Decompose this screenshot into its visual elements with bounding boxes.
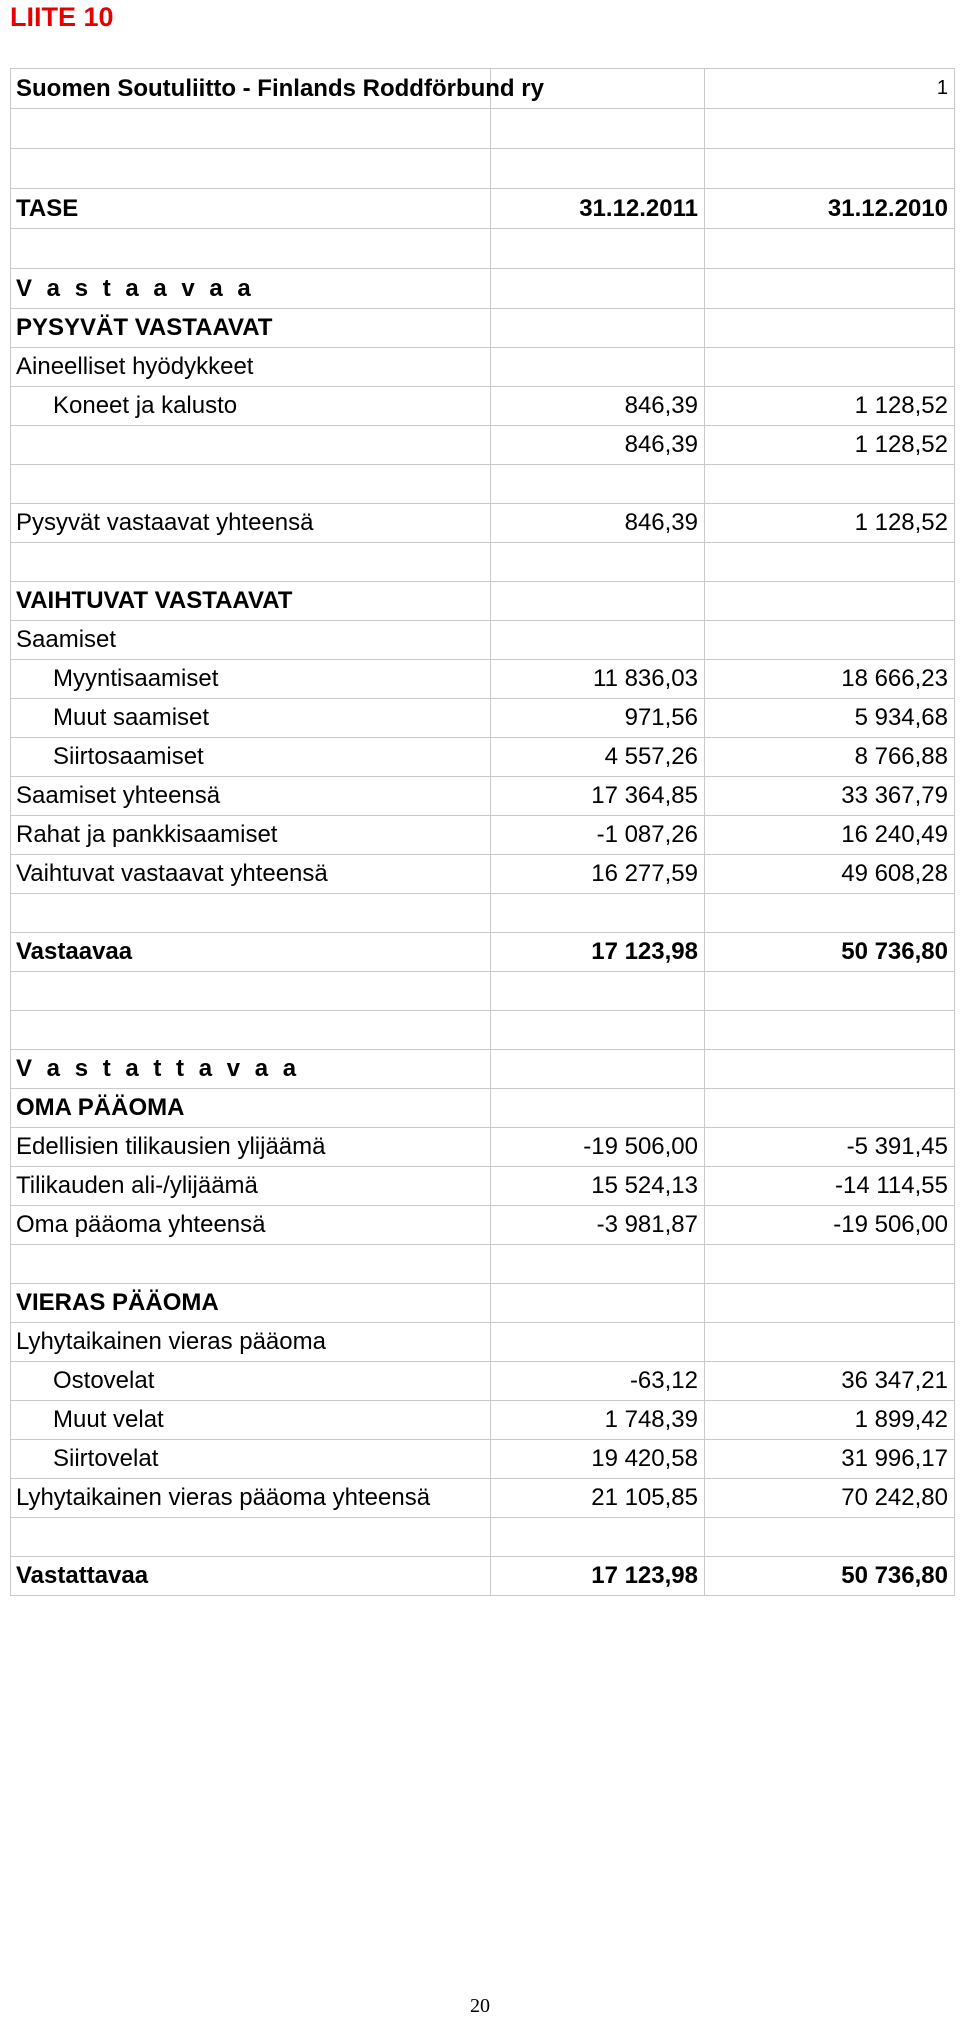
table-row <box>11 229 955 269</box>
equity-heading: OMA PÄÄOMA <box>11 1089 491 1128</box>
balance-title: TASE <box>11 189 491 229</box>
fixed-assets-heading: PYSYVÄT VASTAAVAT <box>11 309 491 348</box>
table-row <box>11 1323 955 1362</box>
table-row <box>11 816 955 855</box>
value-2010: -14 114,55 <box>705 1167 955 1206</box>
page-indicator: 1 <box>705 69 955 109</box>
table-row <box>11 426 955 465</box>
table-row <box>11 109 955 149</box>
table-row <box>11 1167 955 1206</box>
table-row <box>11 387 955 426</box>
value-2011: -3 981,87 <box>491 1206 705 1245</box>
value-2010: 33 367,79 <box>705 777 955 816</box>
value-2010: -19 506,00 <box>705 1206 955 1245</box>
value-2011: 11 836,03 <box>491 660 705 699</box>
page-number: 20 <box>470 1995 490 2017</box>
column-header-2011: 31.12.2011 <box>491 189 705 229</box>
row-label: Saamiset yhteensä <box>11 777 491 816</box>
value-2010: 18 666,23 <box>705 660 955 699</box>
table-row <box>11 972 955 1011</box>
value-2011: 17 364,85 <box>491 777 705 816</box>
value-2010: 50 736,80 <box>705 933 955 972</box>
table-row <box>11 660 955 699</box>
value-2010: 50 736,80 <box>705 1557 955 1596</box>
table-row <box>11 504 955 543</box>
table-row <box>11 1401 955 1440</box>
table-row <box>11 699 955 738</box>
table-row <box>11 1557 955 1596</box>
value-2011: -19 506,00 <box>491 1128 705 1167</box>
current-assets-heading: VAIHTUVAT VASTAAVAT <box>11 582 491 621</box>
table-row <box>11 1011 955 1050</box>
row-label: Ostovelat <box>11 1362 491 1401</box>
value-2011: 21 105,85 <box>491 1479 705 1518</box>
table-row <box>11 621 955 660</box>
table-row <box>11 69 955 109</box>
table-row <box>11 738 955 777</box>
short-term-debt-heading: Lyhytaikainen vieras pääoma <box>11 1323 491 1362</box>
value-2011: 846,39 <box>491 504 705 543</box>
table-row <box>11 855 955 894</box>
value-2010: -5 391,45 <box>705 1128 955 1167</box>
value-2010: 1 128,52 <box>705 504 955 543</box>
row-label: Koneet ja kalusto <box>11 387 491 426</box>
table-row <box>11 1479 955 1518</box>
value-2011: 846,39 <box>491 426 705 465</box>
row-label: Muut velat <box>11 1401 491 1440</box>
value-2011: 16 277,59 <box>491 855 705 894</box>
appendix-title: LIITE 10 <box>10 2 114 32</box>
value-2011: -63,12 <box>491 1362 705 1401</box>
table-row <box>11 348 955 387</box>
table-row <box>11 1284 955 1323</box>
value-2011: 846,39 <box>491 387 705 426</box>
tangible-assets-heading: Aineelliset hyödykkeet <box>11 348 491 387</box>
org-name: Suomen Soutuliitto - Finlands Roddförbund ry <box>11 69 491 109</box>
liabilities-heading: V a s t a t t a v a a <box>11 1050 491 1089</box>
value-2010: 49 608,28 <box>705 855 955 894</box>
debt-heading: VIERAS PÄÄOMA <box>11 1284 491 1323</box>
table-row <box>11 465 955 504</box>
table-row <box>11 1206 955 1245</box>
row-label: Vaihtuvat vastaavat yhteensä <box>11 855 491 894</box>
column-header-2010: 31.12.2010 <box>705 189 955 229</box>
value-2011: 15 524,13 <box>491 1167 705 1206</box>
row-label: Vastattavaa <box>11 1557 491 1596</box>
row-label: Lyhytaikainen vieras pääoma yhteensä <box>11 1479 491 1518</box>
balance-sheet-table <box>10 68 955 1596</box>
table-row <box>11 1128 955 1167</box>
receivables-heading: Saamiset <box>11 621 491 660</box>
table-row <box>11 1440 955 1479</box>
value-2011: 4 557,26 <box>491 738 705 777</box>
value-2011: 17 123,98 <box>491 933 705 972</box>
row-label: Siirtosaamiset <box>11 738 491 777</box>
value-2011: 1 748,39 <box>491 1401 705 1440</box>
table-row <box>11 269 955 309</box>
row-label: Muut saamiset <box>11 699 491 738</box>
value-2010: 36 347,21 <box>705 1362 955 1401</box>
table-row <box>11 1362 955 1401</box>
row-label: Myyntisaamiset <box>11 660 491 699</box>
table-row <box>11 309 955 348</box>
row-label: Siirtovelat <box>11 1440 491 1479</box>
table-row <box>11 543 955 582</box>
table-row <box>11 894 955 933</box>
table-row <box>11 1518 955 1557</box>
row-label: Edellisien tilikausien ylijäämä <box>11 1128 491 1167</box>
table-row <box>11 189 955 229</box>
value-2011: -1 087,26 <box>491 816 705 855</box>
value-2011: 17 123,98 <box>491 1557 705 1596</box>
table-row <box>11 1089 955 1128</box>
value-2010: 1 128,52 <box>705 426 955 465</box>
row-label: Rahat ja pankkisaamiset <box>11 816 491 855</box>
row-label: Pysyvät vastaavat yhteensä <box>11 504 491 543</box>
value-2010: 8 766,88 <box>705 738 955 777</box>
row-label: Tilikauden ali-/ylijäämä <box>11 1167 491 1206</box>
table-row <box>11 582 955 621</box>
row-label: Oma pääoma yhteensä <box>11 1206 491 1245</box>
row-label: Vastaavaa <box>11 933 491 972</box>
value-2011: 971,56 <box>491 699 705 738</box>
table-row <box>11 933 955 972</box>
value-2011: 19 420,58 <box>491 1440 705 1479</box>
value-2010: 31 996,17 <box>705 1440 955 1479</box>
table-row <box>11 1050 955 1089</box>
value-2010: 16 240,49 <box>705 816 955 855</box>
table-row <box>11 149 955 189</box>
table-row <box>11 1245 955 1284</box>
value-2010: 5 934,68 <box>705 699 955 738</box>
assets-heading: V a s t a a v a a <box>11 269 491 309</box>
value-2010: 1 128,52 <box>705 387 955 426</box>
value-2010: 1 899,42 <box>705 1401 955 1440</box>
value-2010: 70 242,80 <box>705 1479 955 1518</box>
table-row <box>11 777 955 816</box>
